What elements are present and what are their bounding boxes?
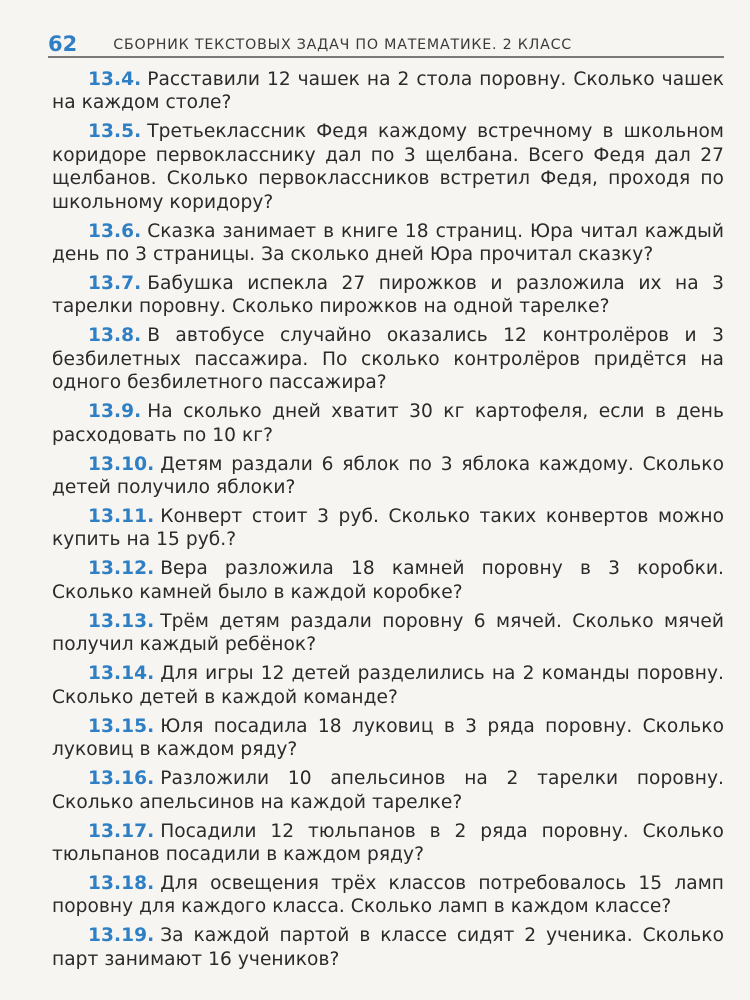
problem-number: 13.11. <box>88 506 155 528</box>
problem-13-8 <box>52 324 724 394</box>
problem-text: Бабушка испекла 27 пирожков и разложила их на 3 тарелки поровну. Сколько пирожков на одной тарелке? <box>52 273 724 318</box>
problem-13-13 <box>52 610 724 657</box>
problem-number: 13.18. <box>88 872 155 894</box>
page-number: 62 <box>48 32 78 56</box>
problem-13-14 <box>52 662 724 709</box>
problem-number: 13.14. <box>88 663 155 685</box>
running-head: СБОРНИК ТЕКСТОВЫХ ЗАДАЧ ПО МАТЕМАТИКЕ. 2 КЛАСС <box>113 37 573 53</box>
problem-13-17 <box>52 820 724 867</box>
problem-text: Сказка занимает в книге 18 страниц. Юра читал каждый день по 3 страницы. За сколько дней Юра прочитал сказку? <box>52 220 724 266</box>
problem-13-6 <box>52 220 724 267</box>
problem-13-4 <box>52 68 724 115</box>
problem-13-15 <box>52 715 724 762</box>
problem-number: 13.12. <box>88 558 155 580</box>
problem-number: 13.13. <box>88 610 155 632</box>
problem-13-18 <box>52 872 724 919</box>
problem-number: 13.9. <box>88 401 142 423</box>
problem-13-16 <box>52 767 724 814</box>
problem-number: 13.15. <box>88 715 155 737</box>
problem-list <box>52 68 724 977</box>
problem-number: 13.4. <box>88 69 142 90</box>
problem-number: 13.10. <box>88 453 155 475</box>
problem-text: Разложили 10 апельсинов на 2 тарелки поровну. Сколько апельсинов на каждой тарелке? <box>52 768 724 813</box>
problem-13-7 <box>52 272 724 319</box>
problem-13-10 <box>52 453 724 500</box>
problem-text: На сколько дней хватит 30 кг картофеля, если в день расходовать по 10 кг? <box>52 401 724 446</box>
problem-text: Посадили 12 тюльпанов в 2 ряда поровну. Сколько тюльпанов посадили в каждом ряду? <box>52 820 724 865</box>
problem-text: Третьеклассник Федя каждому встречному в школьном коридоре первокласснику дал по 3 щелбана. Всего Федя дал 27 щелбанов. Сколько первоклассников встретил Федя, проходя по школьному коридору? <box>52 121 724 213</box>
problem-13-12 <box>52 557 724 604</box>
problem-text: В автобусе случайно оказались 12 контролёров и 3 безбилетных пассажира. По сколько контролёров придётся на одного безбилетного пассажира? <box>52 325 724 394</box>
problem-13-11 <box>52 505 724 552</box>
page-header <box>48 28 724 58</box>
problem-text: Трём детям раздали поровну 6 мячей. Сколько мячей получил каждый ребёнок? <box>52 610 724 656</box>
problem-number: 13.5. <box>88 121 142 143</box>
problem-text: Вера разложила 18 камней поровну в 3 коробки. Сколько камней было в каждой коробке? <box>52 558 724 603</box>
problem-text: За каждой партой в классе сидят 2 ученика. Сколько парт занимают 16 учеников? <box>52 925 724 970</box>
problem-number: 13.8. <box>88 325 142 347</box>
problem-text: Для игры 12 детей разделились на 2 команды поровну. Сколько детей в каждой команде? <box>52 663 724 708</box>
problem-number: 13.19. <box>88 925 155 947</box>
problem-13-5 <box>52 120 724 214</box>
problem-number: 13.16. <box>88 768 155 790</box>
problem-text: Конверт стоит 3 руб. Сколько таких конвертов можно купить на 15 руб.? <box>52 506 724 551</box>
problem-13-9 <box>52 400 724 447</box>
problem-number: 13.6. <box>88 220 142 242</box>
problem-text: Детям раздали 6 яблок по 3 яблока каждому. Сколько детей получило яблоки? <box>52 453 724 499</box>
problem-text: Расставили 12 чашек на 2 стола поровну. Сколько чашек на каждом столе? <box>52 69 724 114</box>
problem-13-19 <box>52 924 724 971</box>
problem-text: Юля посадила 18 луковиц в 3 ряда поровну. Сколько луковиц в каждом ряду? <box>52 715 724 761</box>
problem-number: 13.17. <box>88 820 155 842</box>
problem-text: Для освещения трёх классов потребовалось 15 ламп поровну для каждого класса. Сколько ламп в каждом классе? <box>52 872 724 918</box>
problem-number: 13.7. <box>88 273 142 295</box>
